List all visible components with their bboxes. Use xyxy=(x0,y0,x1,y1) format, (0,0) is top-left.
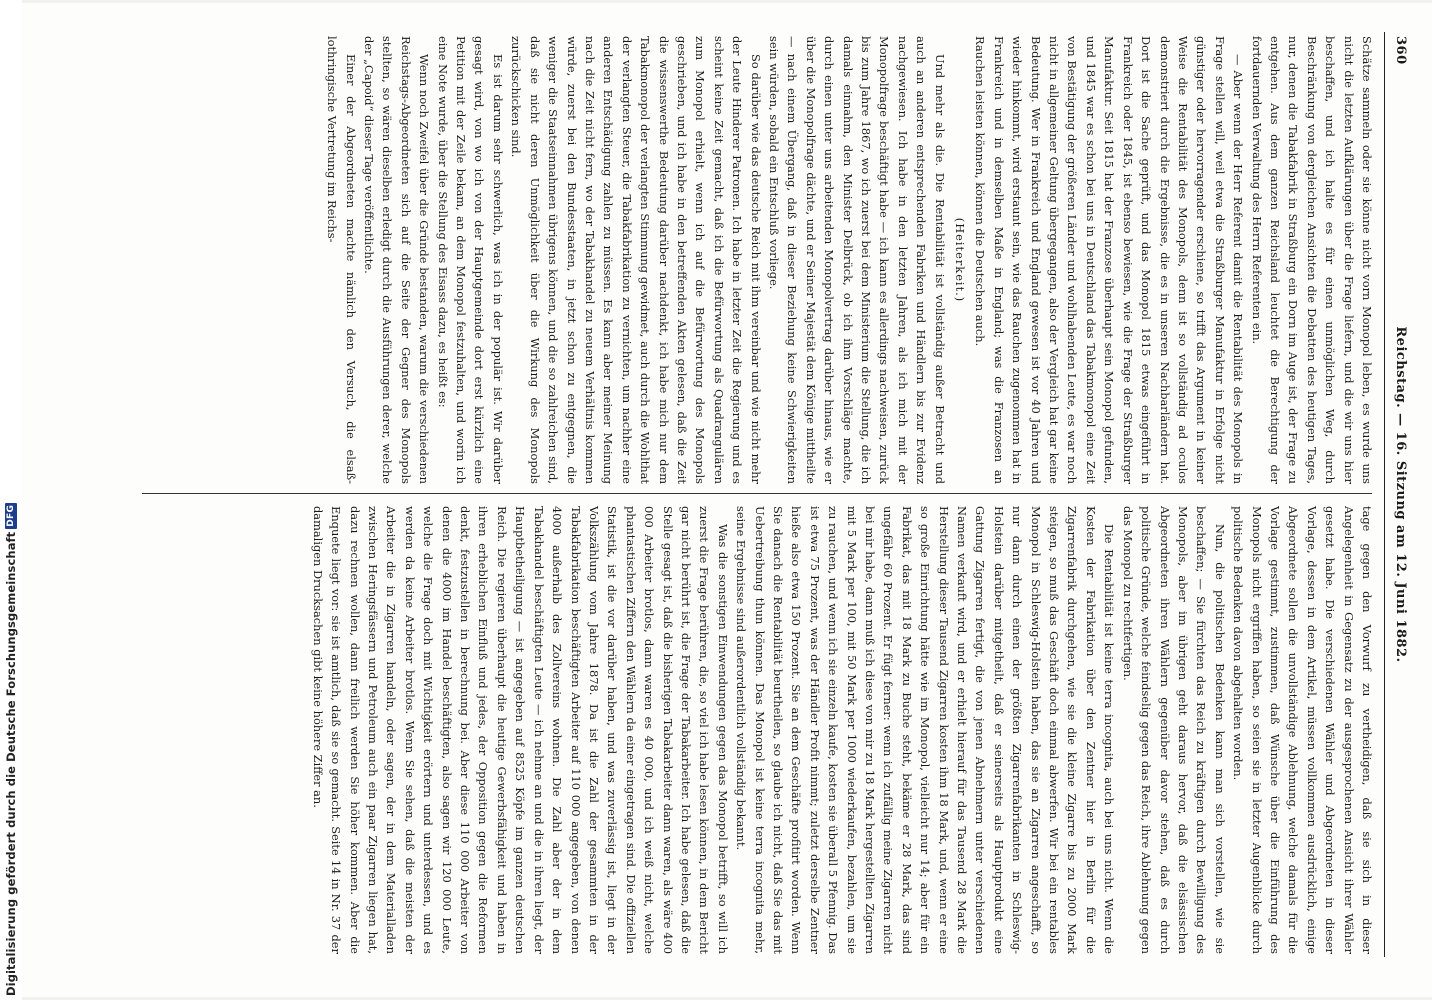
page-title: Reichstag. — 16. Sitzung am 12. Juni 1882. xyxy=(1393,326,1408,663)
right-text-column xyxy=(124,506,1376,954)
left-paragraph: Einer der Abgeordneten machte nämlich den Versuch, die elsaß-lothringische Vertretung im Reichs- xyxy=(325,36,358,484)
digitization-credit-strip xyxy=(0,0,22,1000)
dfg-logo-icon: DFG xyxy=(6,504,16,527)
right-paragraph: Die Rentabilität ist keine terra incognita, auch bei uns nicht. Wenn die Kosten der Fabrikation über den Zentner hier in Berlin für die Zigarrenfabrik durchgehen, wie sie die kleine Zigarre bis zu 2000 Mark steigen, so muß das Geschäft doch einmal abwerfen. Wir bei ein rentables Monopol in Schleswig-Holstein haben, das sie an Zigarren angeschafft, so nur dann durch einen der größten Zigarrenfabrikanten in Schleswig-Holstein darüber mitgetheilt, daß er seinerseits als Hauptprodukt eine Gattung Zigarren fertigt, die von jenen Abnehmern unter verschiedenen Namen verkauft wird, und er erhielt hierauf für das Tausend 28 Mark die Herstellung dieser Tausend Zigarren kosten ihm 18 Mark, und, wenn er eine so große Einrichtung hätte wie im Monopol, vielleicht nur 14; aber für ein Fabrikat, das mit 18 Mark zu Buche steht, bekäme er 28 Mark, das sind ungefähr 60 Prozent. Er fügt ferner: wenn ich zufällig meine Zigarren nicht bei mir habe, dann muß ich diese von mir zu 18 Mark hergestellten Zigarren mit 5 Mark per 100, mit 50 Mark per 1000 wiederkaufen, bezahlen, um sie zu rauchen, und wenn ich sie einzeln kaufe, kosten sie überall 5 Pfennig. Das ist etwa 75 Prozent, was der Händler Profit nimmt; zuletzt derselbe Zentner hieße also etwa 150 Prozent. Sie an dem Geschäfte profitirt worden. Wenn Sie danach die Rentabilität beurtheilen, so glaube ich nicht, daß Sie das mit Uebertreibung thun können. Das Monopol ist keine terra incognita mehr, seine Ergebnisse sind außerordentlich vollständig bekannt. xyxy=(734,506,1117,954)
left-paragraph: Es ist darum sehr schwerlich, was ich in der populär ist. Wir darüber gesagt wird, von wo ich von der Hauptgemeinde dort erst kürzlich eine Petition mit der Zeile bekam, an dem Monopol festzuhalten, und worin ich eine Note wurde, über die Stellung des Eisass dazu, es heißt es: xyxy=(435,36,505,484)
left-paragraph: Und mehr als die. Die Rentabilität ist vollständig außer Betracht und auch an anderen entsprechenden Fabriken und Händlern bis zur Evidenz nachgewiesen. Ich habe in den letzten Jahren, als ich mich mit der Monopolfrage beschäftigt habe — ich kann es allerdings nachweisen, zurück bis zum Jahre 1867, wo ich zuerst bei dem Ministerium die Stellung, die ich damals einnahm, den Minister Delbrück, ob ich ihm Vorschläge machte, durch einen unter uns arbeitenden Monopolvertrag darüber hinaus, wie er über die Monopolfrage dächte, und er Seiner Majestät dem Könige mittheilte — nach einem Übergang, daß in dieser Beziehung keine Schwierigkeiten sein würden, sobald ein Entschluß vorliege. xyxy=(767,36,947,484)
column-divider xyxy=(142,493,1372,494)
page-number: 360 xyxy=(1393,36,1408,65)
right-paragraph: tage gegen den Vorwurf zu vertheidigen, daß sie sich in dieser Angelegenheit in Gegensatz zu der ausgesprochenen Ansicht ihrer Wähler gesetzt habe. Die verschiedenen Wähler und Abgeordneten in dieser Vorlage, dessen in dem Artikel, müssen vollkommen ausdrücklich, einige Abgeordnete sollen die unvollständige Ablehnung, welche damals für die Vorlage gestimmt, zustimmen, daß Wünsche über die Einführung des Monopols nicht ergriffen haben, so seien sie in letzter Augenblicke durch politische Bedenken davon abgehalten worden. xyxy=(1231,506,1374,954)
credit-line xyxy=(2,6,20,996)
right-paragraph: Nun, die politischen Bedenken kann man sich vorstellen, wie sie beschaffen; — Sie fürchten das Reich zu kräftigen durch Bewilligung des Monopols, aber im übrigen geht daraus hervor, daß die elsässischen Abgeordneten ihren Wählern gegenüber davor stehen, daß es durch politische Gründe, welche feindselig gegen das Reich, ihre Ablehnung gegen das Monopol zu rechtfertigen. xyxy=(1120,506,1227,954)
left-paragraph: So darüber wie das deutsche Reich mit ihm vereinbar und wie nicht mehr der Leute Hinderer Patronen. Ich habe in letzter Zeit die Regierung und es scheint keine Zeit gemacht, daß ich die Befürwortung als Quadrangulären zum Monopol erhielt, wenn ich auf die Befürwortung des Monopols geschrieben, und ich habe in den betreffenden Akten gelesen, daß die Zeit die wissenswerthe Bedeutung darüber nachdenkt, ich habe mich nur dem Tabakmonopol der verlangten Stimmung gewidmet, auch durch die Wohlthat der verlangten Steuer, die Tabakfabrikation zu vernichten, um nachher eine anderen Entschädigung zahlen zu müssen. Es kann aber meiner Meinung nach die Zeit nicht fern, wo der Tabakhandel zu neuem Verhältnis kommen würde, zuerst bei den Bundesstaaten, in jetzt schon zu entgegnen, die weniger die Staatseinnahmen übrigens können, und die so zahlreichen sind, daß sie nicht deren Unmöglichkeit über die Wirkung des Monopols zurückschicken sind. xyxy=(509,36,763,484)
credit-text: Digitalisierung gefördert durch die Deutsche Forschungsgemeinschaft xyxy=(4,531,18,996)
scan-edge-top xyxy=(22,0,1432,3)
header-rule xyxy=(1384,32,1385,957)
rotated-print-area xyxy=(97,22,1432,967)
left-paragraph: Schätze sammeln oder sie könne nicht vorn Monopol leben, es wurde uns nicht die letzten Aufklärungen über die Frage liefern, und die wir uns hier beschaffen, und ich halte es für einen unmöglichen Weg, durch Beschränkung von dergleichen Ansichten die Debatten des heutigen Tages, nur, denen die Tabakfabrik in Straßburg ein Dorn im Auge ist, der Frage zu entgehen. Aus dem ganzen Reichsland leuchtet die Berechtigung der fortdauernden Verwaltung des Herrn Referenten ein. xyxy=(1249,36,1374,484)
right-paragraph: Was die sonstigen Einwendungen gegen das Monopol betrifft, so will ich zuerst die Frage berühren, die, so viel ich habe lesen können, in dem Bericht gar nicht berührt ist, die Frage der Tabakarbeiter. Ich habe gelesen, daß die Stelle gesagt ist, daß die bisherigen Tabakarbeiter dann waren, als wäre 400 000 Arbeiter brotlos, dann waren es 40 000, und ich weiß nicht, welche phantastischen Ziffern den Wählern da einer eingetragen sind. Die offiziellen Statistik, ist die vor darüber haben, und was zuverlässig ist, liegt in der Volkszählung vom Jahre 1878. Da ist die Zahl der gesammten in der Tabakfabrikation beschäftigten Arbeiter auf 110 000 angegeben, von denen 4000 außerhalb des Zollvereins wohnen. Die Zahl aber der in dem Tabakhandel beschäftigten Leute — ich nehme an und die in ihren liegt, der Hauptbetheiligung — ist angegeben auf 8525 Köpfe im ganzen deutschen Reich. Die regieren überhaupt die heutige Gewerbsfähigkeit und haben in ihren erheblichen Einfluß und jedes, der Opposition gegen die Reformen denkt, festzustellen in berechnung bei. Aber diese 110 000 Arbeiter von denen die 4000 im Handel beschäftigten, also sagen wir 120 000 Leute, welche die Frage doch mit Wichtigkeit erörtern und unterdessen, und es werden da keine Arbeiter brotlos. Wenn Sie sehen, daß die meisten der Arbeiter die in Zigarren handeln, oder sagen, der in dem Materialladen zwischen Heringsfässern und Petroleum auch ein paar Zigarren liegen hat, dazu rechnen wollen, dann freilich werden Sie höher kommen. Aber die Enquete liegt vor: sie ist amtlich, daß sie so gemacht. Seite 14 in Nr. 37 der damaligen Drucksachen gibt keine höhere Ziffer an. xyxy=(310,506,730,954)
left-paragraph: Wenn noch Zweifel über die Gründe bestanden, warum die verschiedenen Reichstags-Abgeordneten sich auf die Seite der Gegner des Monopols stellten, so wären dieselben erledigt durch die Ausführungen derer, welche der „Capoid“ dieser Tage veröffentlichte. xyxy=(362,36,432,484)
running-header xyxy=(1386,22,1412,967)
applause-note: (Heiterkeit.) xyxy=(953,217,968,303)
left-text-column xyxy=(126,36,1376,484)
left-paragraph: — Aber wenn der Herr Referent damit die Rentabilität des Monopols in Frage stellen will, weil etwa die Straßburger Manufaktur in Erfolge nicht günstiger oder hervorragender erschiene, so trifft das Argument in keiner Weise die Rentabilität des Monopols, denn ist so vollständig ad oculos demonstriert durch die Ergebnisse, die es in unseren Nachbarländern hat. Dort ist die Sache geprüft, und das Monopol 1815 etwas eingeführt in Frankreich oder 1845, ist ebenso bewiesen, wie die Frage der Straßburger Manufaktur. Seit 1815 hat der Franzose überhaupt sein Monopol gefunden, und 1845 war es schon bei uns in Deutschland das Tabakmonopol eine Zeit von Bestätigung der größeren Länder und wohlhabenden Leute, es war noch nicht in allgemeiner Geltung übergegangen, also der Vergleich hat gar keine Bedeutung. Wer in Frankreich und England gewesen ist vor 40 Jahren und wieder hinkommt, wird erstaunt sein, wie das Rauchen zugenommen hat in Frankreich und in demselben Maße in England; was die Franzosen an Rauchen leisten können, können die Deutschen auch. xyxy=(973,36,1246,484)
